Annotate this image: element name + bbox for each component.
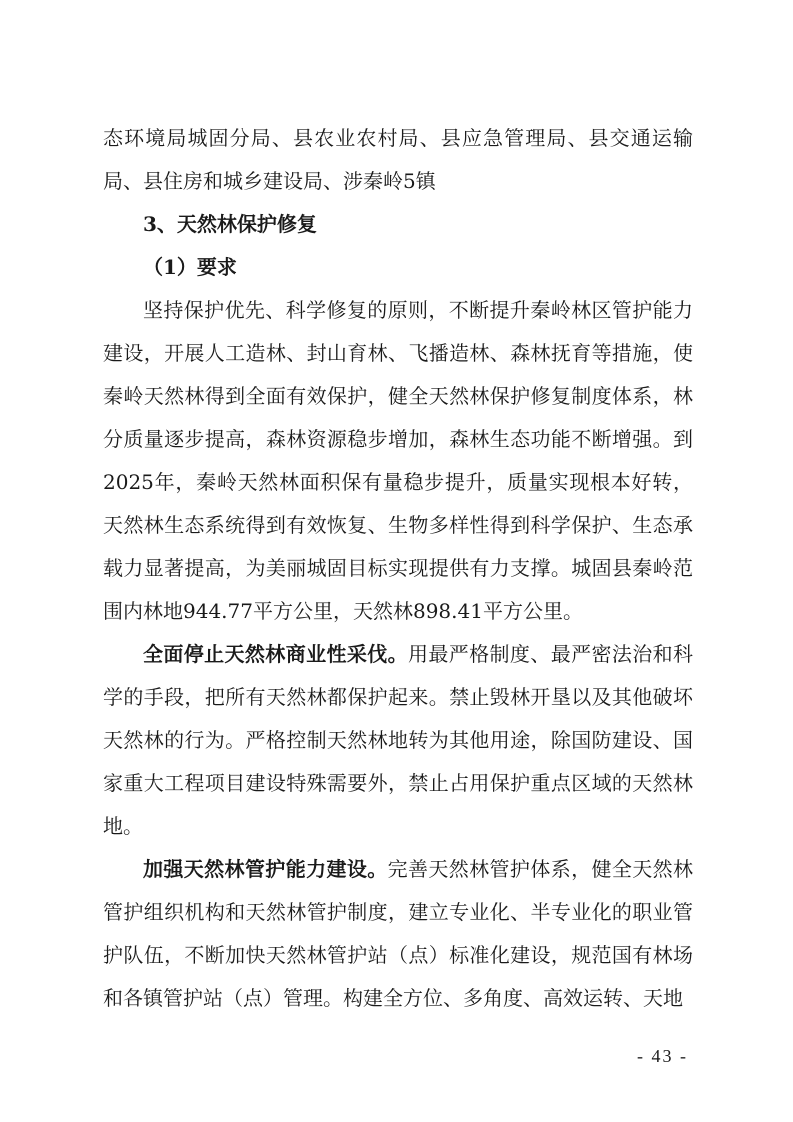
page-number: - 43 - [637,1046,688,1066]
subheading: （1）要求 [143,255,237,279]
paragraph-body: 完善天然林管护体系，健全天然林管护组织机构和天然林管护制度，建立专业化、半专业化的职业管护队伍，不断加快天然林管护站（点）标准化建设，规范国有林场和各镇管护站（点）管理。构建全方位、多角度、高效运转、天地 [103,857,694,1010]
paragraph-management-capacity [103,848,693,1020]
section-heading: 3、天然林保护修复 [143,212,317,236]
paragraph-lead: 全面停止天然林商业性采伐。 [143,642,408,666]
paragraph-lead: 加强天然林管护能力建设。 [143,857,388,881]
paragraph-logging-ban [103,633,693,848]
paragraph-body: 用最严格制度、最严密法治和科学的手段，把所有天然林都保护起来。禁止毁林开垦以及其他破坏天然林的行为。严格控制天然林地转为其他用途，除国防建设、国家重大工程项目建设特殊需要外，禁止占用保护重点区域的天然林地。 [103,642,693,838]
paragraph-requirements: 坚持保护优先、科学修复的原则，不断提升秦岭林区管护能力建设，开展人工造林、封山育林、飞播造林、森林抚育等措施，使秦岭天然林得到全面有效保护，健全天然林保护修复制度体系，林分质量逐步提高，森林资源稳步增加，森林生态功能不断增强。到2025年，秦岭天然林面积保有量稳步提升，质量实现根本好转，天然林生态系统得到有效恢复、生物多样性得到科学保护、生态承载力显著提高，为美丽城固目标实现提供有力支撑。城固县秦岭范围内林地944.77平方公里，天然林898.41平方公里。 [103,298,693,623]
continuation-text: 态环境局城固分局、县农业农村局、县应急管理局、县交通运输局、县住房和城乡建设局、涉秦岭5镇 [103,126,693,193]
document-body [103,117,693,1020]
